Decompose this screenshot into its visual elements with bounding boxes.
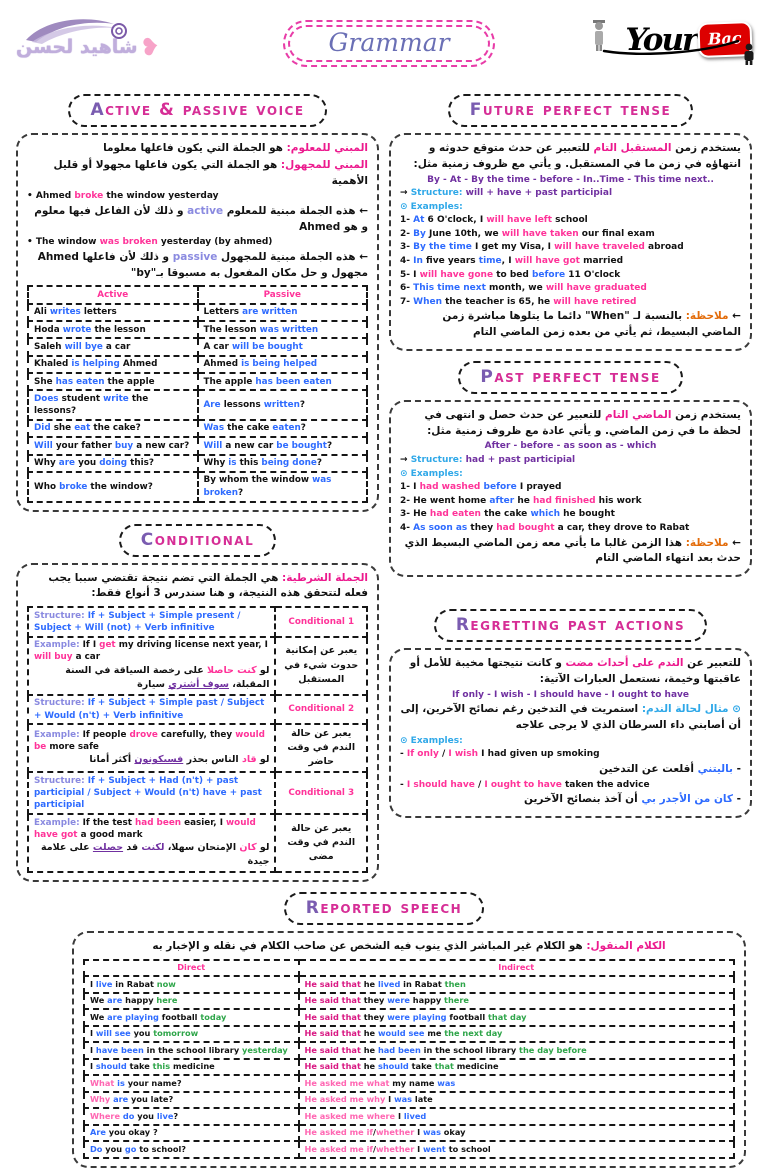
future-perfect-box: يستخدم زمن المستقبل التام للتعبير عن حدث متوقع حدوثه و انتهاؤه في زمن ما في المستقبل. و يأتي مع ظروف زمنية مثل: By - At - By the time - before - In..Time - This time next.. → Structure: will + have + past participial ⊙ Examples: 1- At 6 O'clock, I will have left school 2- By June 10th, we will have taken our final exam 3- By the time I get my Visa, I will have traveled abroad 4- In five years time, I will have got married 5- I will have gone to bed before 11 O'clock 6- This time next month, we will have graduated 7- When the teacher is 65, he will have retired ← ملاحظة: بالنسبة لـ "When" دائما ما يتلوها مباشرة زمن الماضي البسيط، ثم يأتي من بعده زمن الماضي التام (389, 133, 752, 351)
past-perfect-box: يستخدم زمن الماضي التام للتعبير عن حدث حصل و انتهى في لحظة ما في زمن الماضي. و يأتي عادة مع ظروف زمنية مثل: After - before - as soon as - which → Structure: had + past participial ⊙ Examples: 1- I had washed before I prayed 2- He went home after he had finished his work 3- He had eaten the cake which he bought 4- As soon as they had bought a car, they drove to Rabat ← ملاحظة: هذا الزمن غالبا ما يأتي معه زمن الماضي البسيط الذي حدث بعد انتهاء الماضي التام (389, 400, 752, 577)
active-passive-box (16, 133, 379, 512)
right-column (389, 88, 752, 818)
active-passive-table: Active Passive Ali writes letters Letters are written Hoda wrote the lesson The lesson was written Saleh will bye a car A car will be bought Khaled is helping Ahmed Ahmed is being helped She has eaten the apple The apple has been eaten Does student write the lessons? Are lessons written? Did she eat the cake? Was the cake eaten? Will your father buy a new car? Will a new car be bought? Why are you doing this? Why is this being done? Who broke the window? By whom the window was broken? (27, 285, 368, 502)
reported-table: Direct Indirect I live in Rabat now He said that he lived in Rabat then We are happy here He said that they were happy there We are playing football today He said that they were playing football that day I will see you tomorrow He said that he would see me the next day I have been in the school library yesterday He said that he had been in the school library the day before I should take this medicine He said that he should take that medicine What is your name? He asked me what my name was Why are you late? He asked me why I was late Where do you live? He asked me where I lived Are you okay ? He asked me if/whether I was okay Do you go to school? He asked me if/whether I went to school (83, 959, 735, 1159)
swoosh-underline-icon (602, 39, 742, 55)
heart-icon: ❥ (137, 31, 162, 63)
bac-badge: Bac (698, 21, 753, 58)
your-wordmark: Your (625, 21, 697, 58)
logo-arabic-text: شاهيد لحسن (16, 36, 138, 58)
shahid-lahcen-logo (16, 12, 176, 63)
conditional-table: Structure: If + Subject + Simple present / Subject + Will (not) + Verb infinitive Conditional 1 Example: If I get my driving license next year, I will buy a car لو كنت حاصلا على رخصة السياقة في السنة المقبلة، سوف أشتري سيارة يعبر عن إمكانية حدوث شيء في المستقبل Structure: If + Subject + Simple past / Subject + Would (n't) + Verb infinitive Conditional 2 Example: If people drove carefully, they would be more safe لو قاد الناس بحذر فسيكونون أكثر أمانا يعبر عن حالة الندم في وقت حاضر Structure: If + Subject + Had (n't) + past participial / Subject + Would (n't) have + past participial Conditional 3 Example: If the test had been easier, I would have got a good mark لو كان الإمتحان سهلا، لكنت قد حصلت على علامة جيدة يعبر عن حالة الندم في وقت مضى (27, 606, 368, 873)
page-title: Grammar (288, 25, 489, 62)
regretting-box: للتعبير عن الندم على أحداث مضت و كانت نتيجتها مخيبة للأمل أو عاقبتها وخيمة، نستعمل العبارات الآتية: If only - I wish - I should have - I ought to have ⊙ مثال لحالة الندم: استمريت في التدخين رغم نصائح الآخرين، إلى أن أصابني داء السرطان الذي لا يرجى علاجه ⊙ Examples: - If only / I wish I had given up smoking - باليتني أقلعت عن التدخين - I should have / I ought to have taken the advice - كان من الأجدر بي أن آخذ بنصائح الآخرين (389, 648, 752, 818)
reported-speech-box (72, 931, 746, 1168)
left-column (16, 88, 379, 882)
grammar-title-box (283, 20, 494, 67)
active-passive-intro: المبني للمعلوم: هو الجملة التي يكون فاعلها معلوما المبني للمجهول: هو الجملة التي يكون فاعلها مجهولا أو قليل الأهمية • Ahmed broke the window yesterday ← هذه الجملة مبنية للمعلوم active و ذلك لأن الفاعل فيها معلوم و هو Ahmed • The window was broken yesterday (by ahmed) ← هذه الجملة مبنية للمجهول passive و ذلك لأن فاعلها Ahmed مجهول و حل مكان المفعول به مسبوقا بـ"by" (27, 142, 368, 279)
conditional-box (16, 563, 379, 883)
page-header (16, 12, 752, 86)
heading-reported-speech: Reported speech (284, 892, 484, 925)
heading-past-perfect-tense: Past perfect tense (458, 361, 682, 394)
yourbac-logo (602, 12, 752, 57)
student-icon (742, 43, 756, 65)
conditional-intro: الجملة الشرطية: هي الجملة التي تضم نتيجة تقتضي سببا يجب فعله لتتحقق هذه النتيجة، و هنا سندرس 3 أنواع فقط: (48, 571, 368, 600)
heading-conditional: Conditional (119, 524, 276, 557)
heading-future-perfect-tense: Future perfect tense (448, 94, 693, 127)
heading-regretting-past-actions: Regretting past actions (434, 609, 707, 642)
heading-active-passive-voice: Active & passive voice (68, 94, 326, 127)
reported-intro: الكلام المنقول: هو الكلام غير المباشر الذي ينوب فيه الشخص عن صاحب الكلام في نقله و الإخبار به (152, 940, 666, 953)
